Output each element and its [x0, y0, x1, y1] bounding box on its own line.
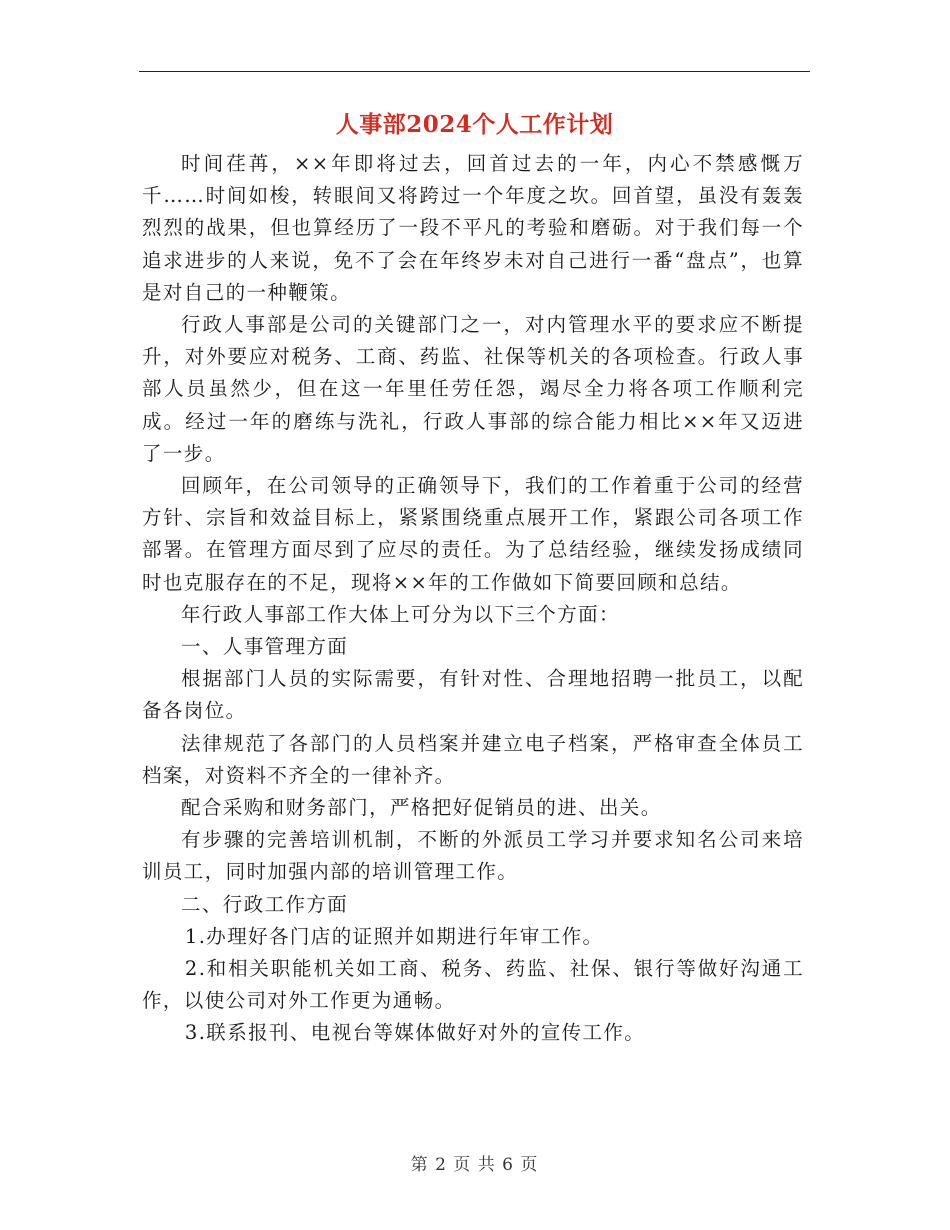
paragraph: 有步骤的完善培训机制，不断的外派员工学习并要求知名公司来培训员工，同时加强内部的培训管理工作。 [142, 828, 804, 884]
paragraph: 法律规范了各部门的人员档案并建立电子档案，严格审查全体员工档案，对资料不齐全的一律补齐。 [142, 731, 804, 787]
paragraph: 时间荏苒，××年即将过去，回首过去的一年，内心不禁感慨万千……时间如梭，转眼间又将跨过一个年度之坎。回首望，虽没有轰轰烈烈的战果，但也算经历了一段不平凡的考验和磨砺。对于我们每一个追求进步的人来说，免不了会在年终岁未对自己进行一番“盘点”，也算是对自己的一种鞭策。 [142, 152, 804, 304]
paragraph: 根据部门人员的实际需要，有针对性、合理地招聘一批员工，以配备各岗位。 [142, 667, 804, 723]
header-rule [139, 71, 810, 72]
section-heading: 一、人事管理方面 [181, 635, 349, 659]
paragraph: 年行政人事部工作大体上可分为以下三个方面： [181, 602, 620, 626]
numbered-item: 2.和相关职能机关如工商、税务、药监、社保、银行等做好沟通工作，以使公司对外工作更为通畅。 [142, 957, 804, 1013]
paragraph: 行政人事部是公司的关键部门之一，对内管理水平的要求应不断提升，对外要应对税务、工商、药监、社保等机关的各项检查。行政人事部人员虽然少，但在这一年里任劳任怨，竭尽全力将各项工作顺利完成。经过一年的磨练与洗礼，行政人事部的综合能力相比××年又迈进了一步。 [142, 313, 804, 465]
numbered-item: 1.办理好各门店的证照并如期进行年审工作。 [184, 924, 604, 948]
document-title: 人事部2024个人工作计划 [335, 111, 614, 138]
paragraph: 回顾年，在公司领导的正确领导下，我们的工作着重于公司的经营方针、宗旨和效益目标上，紧紧围绕重点展开工作，紧跟公司各项工作部署。在管理方面尽到了应尽的责任。为了总结经验，继续发扬成绩同时也克服存在的不足，现将××年的工作做如下简要回顾和总结。 [142, 474, 804, 594]
document-body [142, 148, 804, 1050]
section-heading: 二、行政工作方面 [181, 892, 349, 916]
paragraph: 配合采购和财务部门，严格把好促销员的进、出关。 [181, 796, 662, 820]
numbered-item: 3.联系报刊、电视台等媒体做好对外的宣传工作。 [184, 1021, 646, 1045]
page-number-footer: 第 2 页 共 6 页 [410, 1155, 539, 1175]
